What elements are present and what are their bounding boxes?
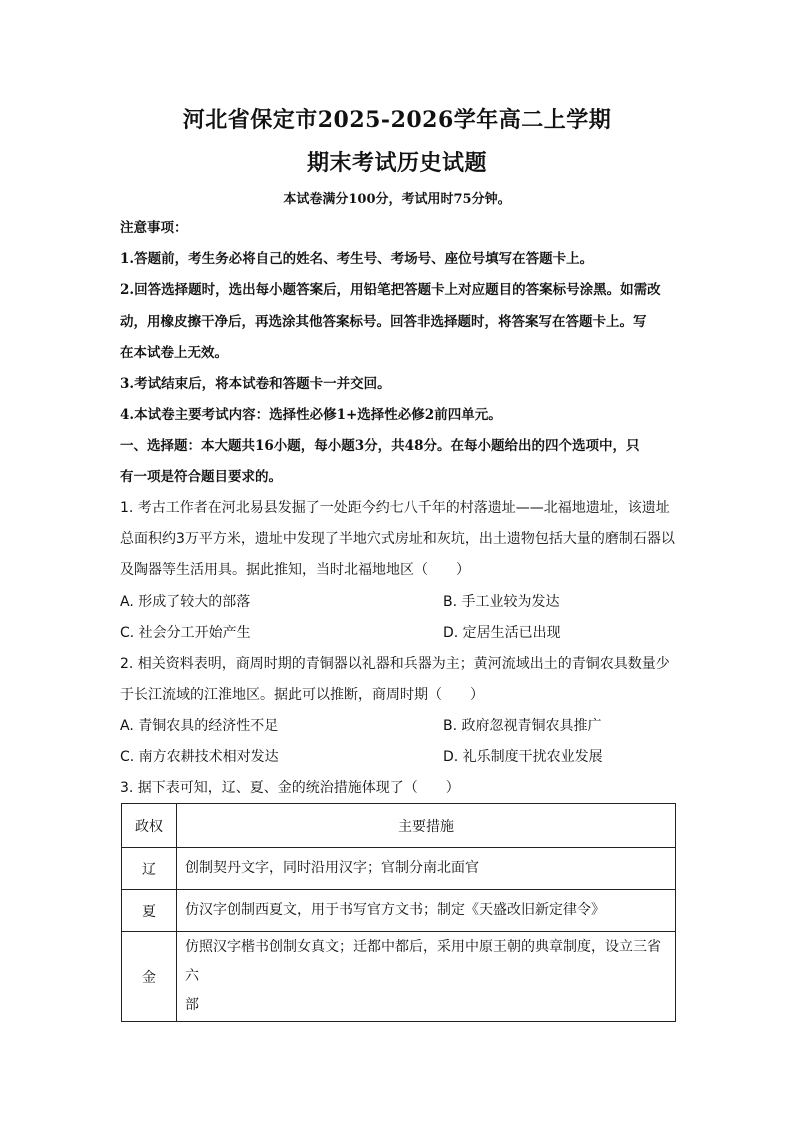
note-item-2-line-3: 在本试卷上无效。 (120, 345, 228, 361)
table-row (122, 890, 676, 932)
question-2-line-2: 于长江流域的江淮地区。据此可以推断，商周时期（ ） (120, 687, 484, 703)
table-cell-regime: 辽 (122, 848, 177, 890)
note-item-4: 4.本试卷主要考试内容：选择性必修1+选择性必修2前四单元。 (120, 407, 502, 423)
score-note: 本试卷满分100分，考试用时75分钟。 (283, 192, 511, 207)
question-1-option-d: D. 定居生活已出现 (443, 625, 561, 641)
table-cell-regime: 夏 (122, 890, 177, 932)
question-2-option-c: C. 南方农耕技术相对发达 (120, 749, 279, 765)
notes-heading: 注意事项： (120, 220, 188, 236)
question-1-option-b: B. 手工业较为发达 (443, 594, 560, 610)
note-item-2-line-1: 2.回答选择题时，选出每小题答案后，用铅笔把答题卡上对应题目的答案标号涂黑。如需改 (120, 282, 661, 298)
table-cell-measure: 创制契丹文字，同时沿用汉字；官制分南北面官 (177, 848, 676, 890)
table-header-row (122, 804, 676, 848)
question-1-line-3: 及陶器等生活用具。据此推知，当时北福地地区（ ） (120, 562, 470, 578)
question-1-line-2: 总面积约3万平方米，遗址中发现了半地穴式房址和灰坑，出土遗物包括大量的磨制石器以 (120, 531, 675, 547)
table-header-regime: 政权 (122, 804, 177, 848)
question-1-option-c: C. 社会分工开始产生 (120, 625, 251, 641)
question-3-line-1: 3. 据下表可知，辽、夏、金的统治措施体现了（ ） (120, 780, 460, 796)
question-2-option-b: B. 政府忽视青铜农具推广 (443, 718, 602, 734)
section-heading-line-1: 一、选择题：本大题共16小题，每小题3分，共48分。在每小题给出的四个选项中，只 (120, 438, 640, 454)
table-cell-regime: 金 (122, 932, 177, 1022)
table-cell-measure (177, 932, 676, 1022)
note-item-3: 3.考试结束后，将本试卷和答题卡一并交回。 (120, 376, 391, 392)
exam-title: 河北省保定市2025-2026学年高二上学期 (182, 107, 612, 133)
regime-measures-table (121, 803, 676, 1022)
table-row (122, 848, 676, 890)
exam-subtitle-title: 期末考试历史试题 (306, 150, 487, 176)
table-cell-measure-line-1: 仿照汉字楷书创制女真文；迁都中都后，采用中原王朝的典章制度，设立三省六 (185, 939, 661, 984)
note-item-1: 1.答题前，考生务必将自己的姓名、考生号、考场号、座位号填写在答题卡上。 (120, 251, 594, 267)
table-cell-measure-line-2: 部 (185, 997, 199, 1013)
question-1-option-a: A. 形成了较大的部落 (120, 594, 251, 610)
question-2-line-1: 2. 相关资料表明，商周时期的青铜器以礼器和兵器为主；黄河流域出土的青铜农具数量少 (120, 656, 670, 672)
table-header-measures: 主要措施 (177, 804, 676, 848)
question-2-option-a: A. 青铜农具的经济性不足 (120, 718, 279, 734)
table-cell-measure: 仿汉字创制西夏文，用于书写官方文书；制定《天盛改旧新定律令》 (177, 890, 676, 932)
note-item-2-line-2: 动，用橡皮擦干净后，再选涂其他答案标号。回答非选择题时，将答案写在答题卡上。写 (120, 314, 647, 330)
question-1-line-1: 1. 考古工作者在河北易县发掘了一处距今约七八千年的村落遗址——北福地遗址，该遗址 (120, 500, 670, 516)
table-row (122, 932, 676, 1022)
section-heading-line-2: 有一项是符合题目要求的。 (120, 469, 282, 485)
question-2-option-d: D. 礼乐制度干扰农业发展 (443, 749, 603, 765)
